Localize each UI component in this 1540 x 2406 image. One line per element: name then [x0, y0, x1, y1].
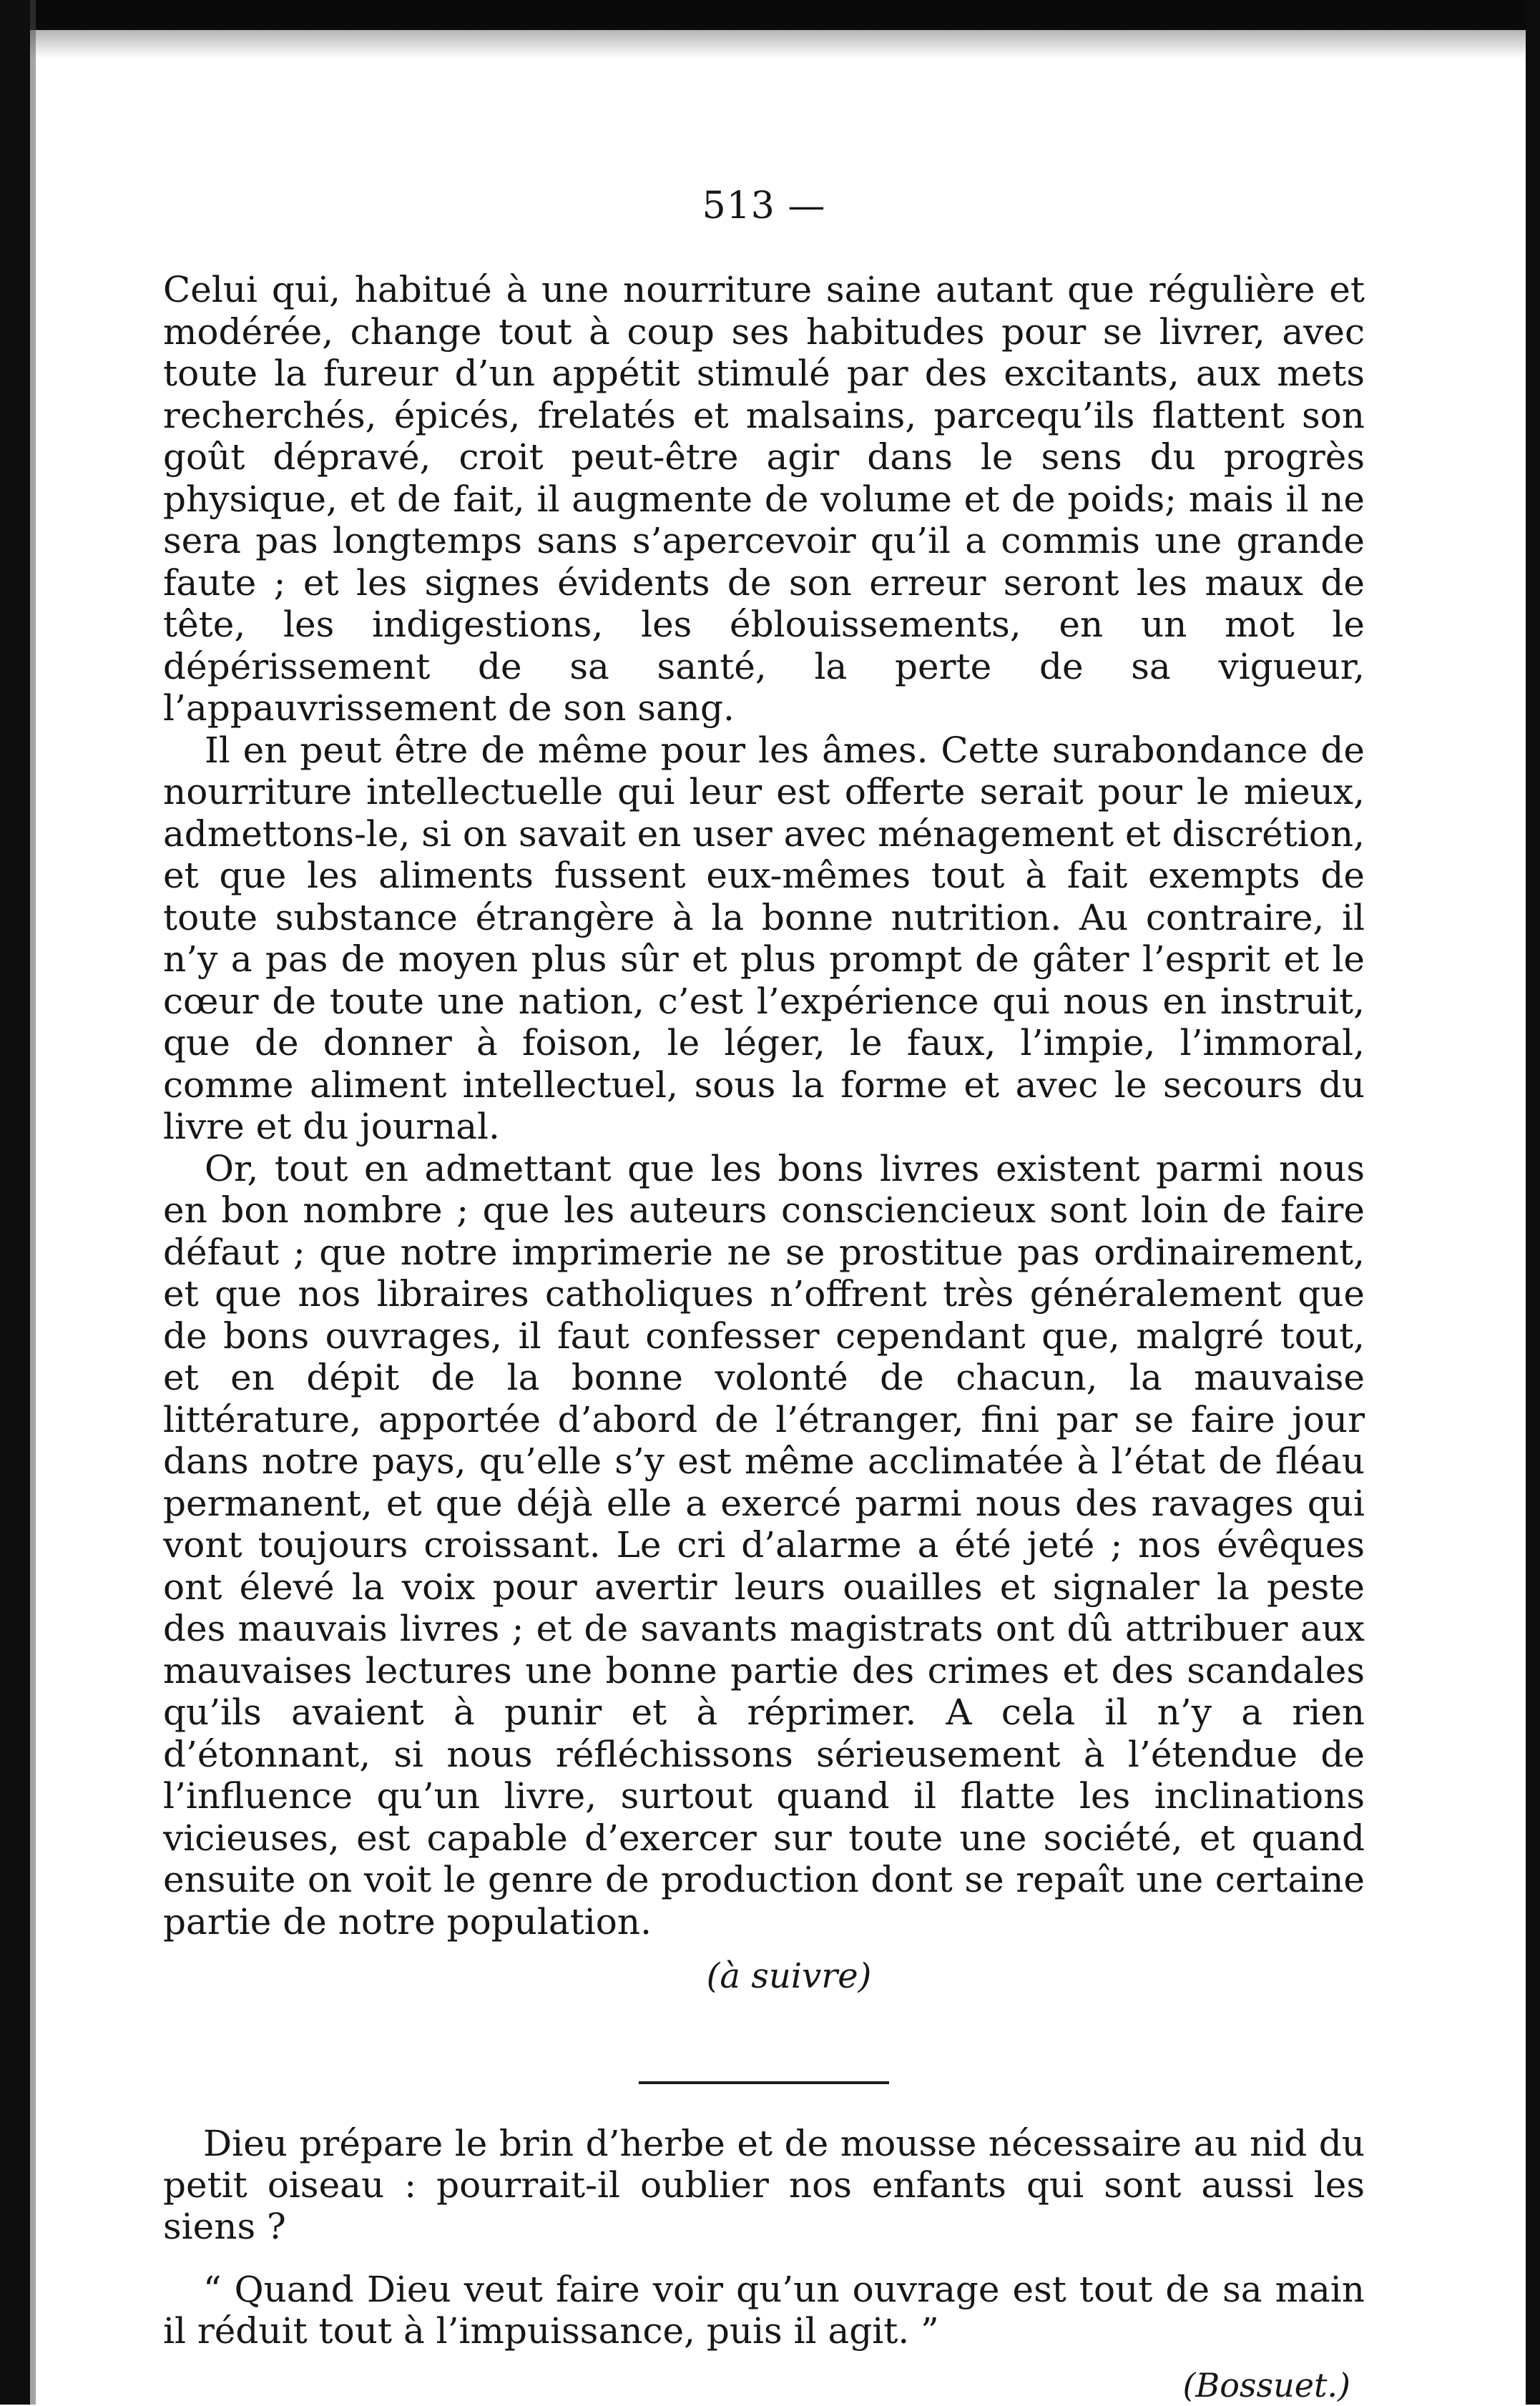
paragraph-1: Celui qui, habitué à une nourriture saine autant que régulière et modérée, change tout à coup ses habitudes pour se livrer, avec toute la fureur d’un appétit stimulé par des excitants, aux mets recherchés, épicés, frelatés et malsains, parcequ’ils flattent son goût dépravé, croit peut-être agir dans le sens du progrès physique, et de fait, il augmente de volume et de poids; mais il ne sera pas longtemps sans s’apercevoir qu’il a commis une grande faute ; et les signes évidents de son erreur seront les maux de tête, les indigestions, les éblouissements, en un mot le dépérissement de sa santé, la perte de sa vigueur, l’appauvrissement de son sang. — [163, 269, 1365, 729]
quote-bossuet: “ Quand Dieu veut faire voir qu’un ouvrage est tout de sa main il réduit tout à l’impuissance, puis il agit. ” — [163, 2269, 1365, 2352]
page-content — [163, 185, 1365, 2406]
scan-border-left — [0, 0, 30, 2405]
paragraph-2: Il en peut être de même pour les âmes. Cette surabondance de nourriture intellectuelle qui leur est offerte serait pour le mieux, admettons-le, si on savait en user avec ménagement et discrétion, et que les aliments fussent eux-mêmes tout à fait exempts de toute substance étrangère à la bonne nutrition. Au contraire, il n’y a pas de moyen plus sûr et plus prompt de gâter l’esprit et le cœur de toute une nation, c’est l’expérience qui nous en instruit, que de donner à foison, le léger, le faux, l’impie, l’immoral, comme aliment intellectuel, sous la forme et avec le secours du livre et du journal. — [163, 729, 1365, 1147]
quote-nest: Dieu prépare le brin d’herbe et de mousse nécessaire au nid du petit oiseau : pourrait-il oublier nos enfants qui sont aussi les siens ? — [163, 2123, 1365, 2247]
scan-shadow-top — [0, 30, 1540, 59]
quote-attribution: (Bossuet.) — [1182, 2366, 1350, 2405]
page-number: 513 — — [702, 185, 826, 227]
scan-border-right — [1526, 0, 1540, 2405]
section-divider — [639, 2081, 889, 2084]
paragraph-3: Or, tout en admettant que les bons livres existent parmi nous en bon nombre ; que les auteurs consciencieux sont loin de faire défaut ; que notre imprimerie ne se prostitue pas ordinairement, et que nos libraires catholiques n’offrent très généralement que de bons ouvrages, il faut confesser cependant que, malgré tout, et en dépit de la bonne volonté de chacun, la mauvaise littérature, apportée d’abord de l’étranger, fini par se faire jour dans notre pays, qu’elle s’y est même acclimatée à l’état de fléau permanent, et que déjà elle a exercé parmi nous des ravages qui vont toujours croissant. Le cri d’alarme a été jeté ; nos évêques ont élevé la voix pour avertir leurs ouailles et signaler la peste des mauvais livres ; et de savants magistrats ont dû attribuer aux mauvaises lectures une bonne partie des crimes et des scandales qu’ils avaient à punir et à réprimer. A cela il n’y a rien d’étonnant, si nous réfléchissons sérieusement à l’étendue de l’influence qu’un livre, surtout quand il flatte les inclinations vicieuses, est capable d’exercer sur toute une société, et quand ensuite on voit le genre de production dont se repaît une certaine partie de notre population. — [163, 1147, 1365, 1943]
scan-border-top — [0, 0, 1540, 30]
to-be-continued: (à suivre) — [706, 1956, 872, 1996]
scan-shadow-left — [30, 0, 36, 2405]
